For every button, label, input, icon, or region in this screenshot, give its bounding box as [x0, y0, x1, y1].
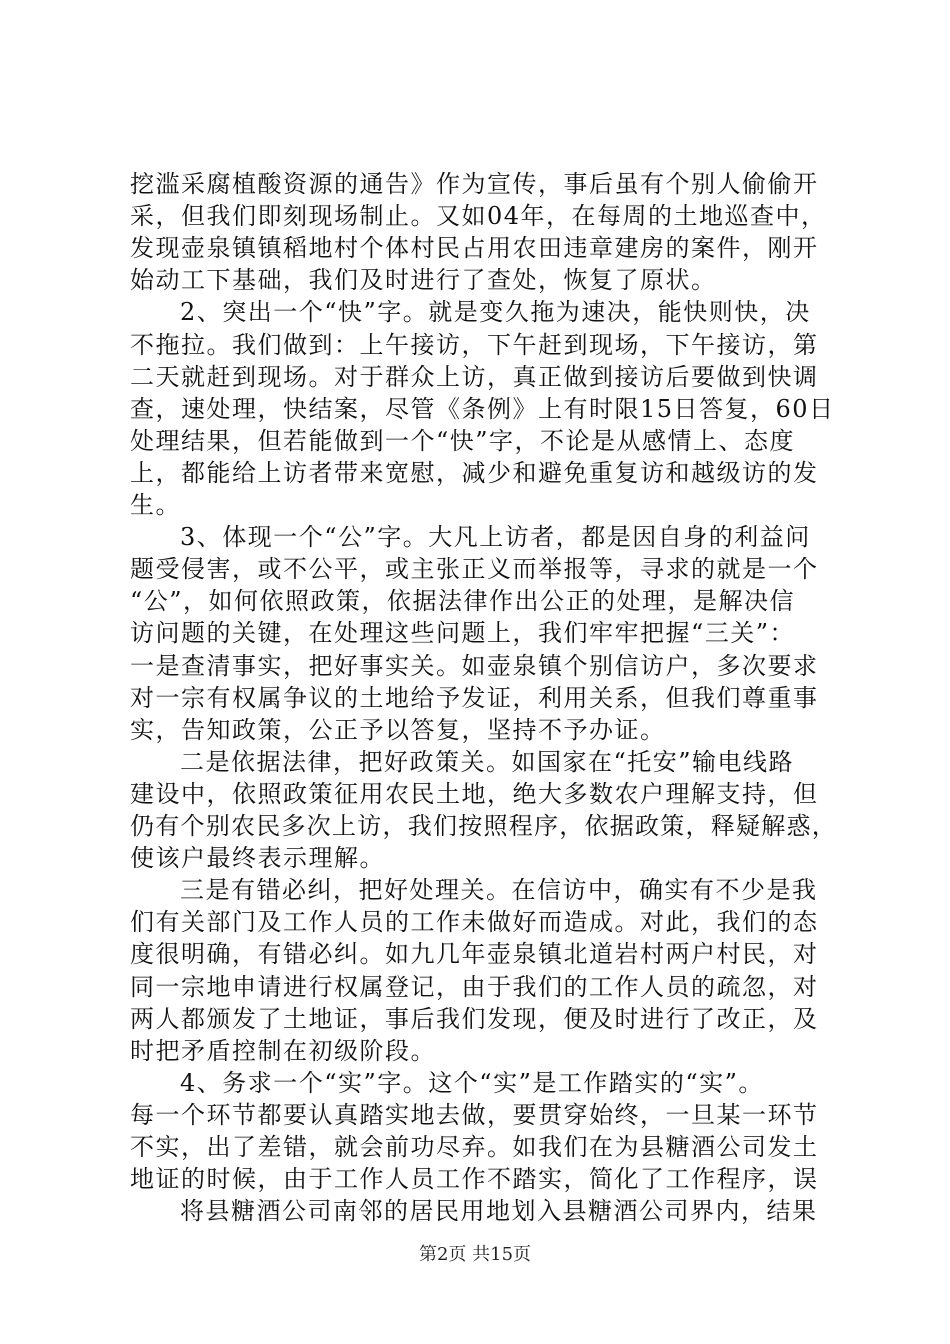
text-line: 们有关部门及工作人员的工作未做好而造成。对此，我们的态 — [130, 908, 819, 937]
text-line: 生。 — [130, 491, 181, 519]
text-line: 两人都颁发了土地证，事后我们发现，便及时进行了改正，及 — [130, 1004, 819, 1033]
text-line: “公”，如何依照政策，依据法律作出公正的处理，是解决信 — [130, 587, 796, 616]
text-line: 二天就赶到现场。对于群众上访，真正做到接访后要做到快调 — [130, 362, 819, 391]
text-line: 将县糖酒公司南邻的居民用地划入县糖酒公司界内，结果 — [180, 1197, 818, 1226]
text-line: 不实，出了差错，就会前功尽弃。如我们在为县糖酒公司发土 — [130, 1133, 819, 1161]
text-line: 始动工下基础，我们及时进行了查处，恢复了原状。 — [130, 266, 717, 295]
text-line: 挖滥采腐植酸资源的通告》作为宣传，事后虽有个别人偷偷开 — [130, 170, 819, 198]
text-line: 地证的时候，由于工作人员工作不踏实，简化了工作程序，误 — [130, 1165, 819, 1194]
text-line: 4、务求一个“实”字。这个“实”是工作踏实的“实”。 — [180, 1068, 764, 1097]
text-line: 二是依据法律，把好政策关。如国家在“托安”输电线路 — [180, 747, 795, 776]
page-number-footer: 第2页 共15页 — [418, 1244, 532, 1265]
text-line: 访问题的关键，在处理这些问题上，我们牢牢把握“三关”： — [130, 619, 796, 648]
text-line: 每一个环节都要认真踏实地去做，要贯穿始终，一旦某一环节 — [130, 1100, 819, 1129]
text-line: 三是有错必纠，把好处理关。在信访中，确实有不少是我 — [180, 876, 818, 905]
text-line: 上，都能给上访者带来宽慰，减少和避免重复访和越级访的发 — [130, 458, 819, 487]
text-line: 题受侵害，或不公平，或主张正义而举报等，寻求的就是一个 — [130, 555, 819, 584]
text-line: 查，速处理，快结案，尽管《条例》上有时限15日答复，60日 — [130, 394, 835, 423]
text-line: 使该户最终表示理解。 — [130, 844, 385, 873]
text-line: 处理结果，但若能做到一个“快”字，不论是从感情上、态度 — [130, 426, 796, 455]
text-line: 3、体现一个“公”字。大凡上访者，都是因自身的利益问 — [180, 523, 811, 552]
text-line: 对一宗有权属争议的土地给予发证，利用关系，但我们尊重事 — [130, 683, 819, 712]
text-line: 采，但我们即刻现场制止。又如04年，在每周的土地巡查中， — [130, 202, 827, 231]
text-line: 不拖拉。我们做到：上午接访，下午赶到现场，下午接访，第 — [130, 330, 819, 359]
text-line: 实，告知政策，公正予以答复，坚持不予办证。 — [130, 715, 666, 744]
text-line: 发现壶泉镇镇稻地村个体村民占用农田违章建房的案件，刚开 — [130, 234, 819, 263]
text-line: 仍有个别农民多次上访，我们按照程序，依据政策，释疑解惑， — [130, 812, 837, 840]
text-line: 建设中，依照政策征用农民土地，绝大多数农户理解支持，但 — [130, 779, 819, 808]
text-line: 2、突出一个“快”字。就是变久拖为速决，能快则快，决 — [180, 298, 811, 327]
text-line: 同一宗地申请进行权属登记，由于我们的工作人员的疏忽，对 — [130, 972, 819, 1001]
text-line: 度很明确，有错必纠。如九几年壶泉镇北道岩村两户村民，对 — [130, 940, 819, 969]
text-line: 时把矛盾控制在初级阶段。 — [130, 1036, 436, 1065]
text-line: 一是查清事实，把好事实关。如壶泉镇个别信访户，多次要求 — [130, 651, 819, 680]
